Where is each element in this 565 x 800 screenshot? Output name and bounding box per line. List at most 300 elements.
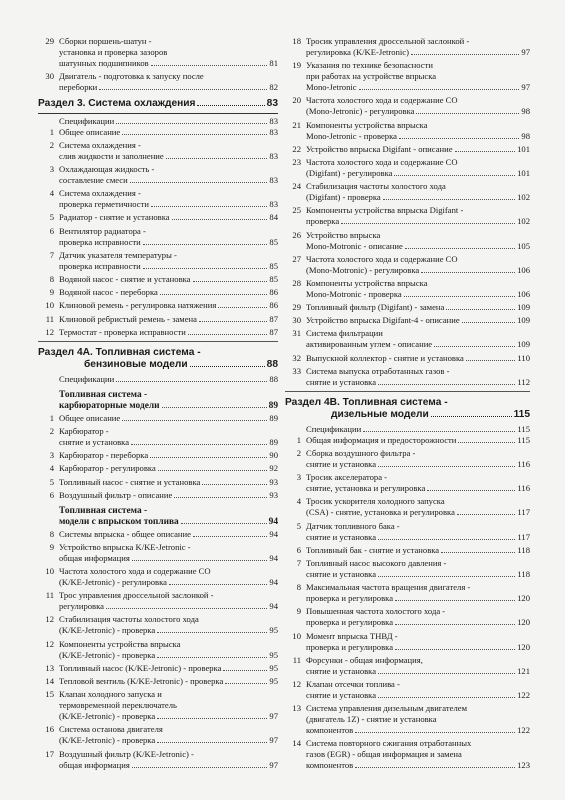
page-number: 118 — [517, 568, 530, 579]
entry-text: проверка герметичности — [59, 199, 149, 210]
entry-body — [306, 558, 530, 580]
entry-body — [306, 353, 530, 364]
page-number: 83 — [269, 199, 278, 210]
entry-line — [59, 151, 278, 162]
dot-leader — [116, 123, 267, 124]
entry-text: Клапан холодного запуска и — [59, 689, 162, 700]
entry-line — [306, 230, 530, 241]
entry-line — [306, 655, 530, 666]
page-number: 97 — [521, 47, 530, 57]
page-number: 87 — [269, 326, 278, 337]
dot-leader — [378, 466, 515, 467]
section-heading — [38, 98, 278, 111]
entry-text: Система охлаждения - — [59, 139, 141, 150]
entry-line — [59, 426, 278, 437]
entry-line — [59, 212, 278, 223]
entry-body — [306, 655, 530, 677]
entry-text: Компоненты устройства впрыска Digifant - — [306, 205, 464, 216]
entry-body — [306, 545, 530, 556]
entry-body — [306, 435, 530, 446]
entry-line — [306, 521, 530, 532]
section-subtitle: дизельные модели — [331, 409, 429, 421]
entry-line — [306, 131, 530, 142]
entry-line — [306, 241, 530, 252]
entry-body — [59, 724, 278, 746]
dot-leader — [434, 346, 515, 347]
entry-number: 6 — [49, 225, 54, 236]
entry-line — [59, 711, 278, 722]
dot-leader — [190, 366, 265, 367]
entry-text: Максимальная частота вращения двигателя - — [306, 582, 471, 593]
entry-text: Сборка воздушного фильтра - — [306, 448, 416, 458]
dot-leader — [122, 134, 267, 135]
toc-entry — [285, 521, 530, 543]
entry-number: 12 — [292, 678, 301, 689]
entry-body — [306, 181, 530, 203]
specifications-entry — [38, 116, 278, 127]
entry-number: 23 — [292, 156, 301, 167]
entry-body — [306, 278, 530, 300]
dot-leader — [446, 309, 515, 310]
entry-body — [59, 590, 278, 612]
entry-line — [306, 60, 530, 71]
entry-line — [306, 339, 530, 350]
entry-body — [306, 302, 530, 313]
page-number: 82 — [269, 82, 278, 93]
entry-line — [306, 606, 530, 617]
toc-right-column — [285, 36, 530, 771]
entry-text: Частота холостого хода и содержание СО — [59, 566, 211, 577]
page-number: 83 — [269, 115, 278, 126]
dot-leader — [193, 281, 268, 282]
dot-leader — [197, 105, 264, 106]
entry-line — [306, 725, 530, 736]
dot-leader — [150, 457, 267, 458]
dot-leader — [378, 673, 515, 674]
entry-line — [306, 558, 530, 569]
page-number: 98 — [521, 106, 530, 117]
entry-text: проверка и регулировка — [306, 593, 394, 604]
entry-number: 6 — [49, 489, 54, 500]
entry-number: 11 — [292, 654, 301, 665]
entry-body — [59, 413, 278, 424]
page-number: 89 — [269, 436, 278, 447]
page-number: 105 — [517, 240, 530, 251]
toc-entry — [285, 472, 530, 494]
dot-leader — [341, 223, 515, 224]
toc-entry — [285, 95, 530, 117]
entry-line — [59, 82, 278, 93]
entry-text: шатунных подшипников — [59, 58, 149, 68]
page-number: 81 — [269, 58, 278, 68]
entry-line — [59, 274, 278, 285]
dot-leader — [431, 416, 512, 417]
dot-leader — [427, 490, 515, 491]
entry-text: Повышенная частота холостого хода - — [306, 606, 446, 617]
entry-text: Тросик акселератора - — [306, 472, 388, 483]
entry-text: Воздушный фильтр (K/KE-Jetronic) - — [59, 748, 194, 759]
toc-entry — [38, 300, 278, 311]
entry-body — [59, 542, 278, 564]
entry-body — [59, 140, 278, 162]
entry-number: 9 — [296, 606, 301, 617]
entry-text: проверка и регулировка — [306, 641, 394, 652]
entry-line — [59, 463, 278, 474]
page-number: 94 — [269, 601, 278, 612]
entry-text: Компоненты устройства впрыска — [306, 277, 428, 288]
dot-leader — [355, 732, 515, 733]
entry-body — [306, 521, 530, 543]
entry-number: 10 — [292, 630, 301, 641]
toc-entry — [285, 545, 530, 556]
entry-line — [59, 314, 278, 325]
entry-line — [306, 738, 530, 749]
divider — [38, 113, 278, 114]
entry-number: 32 — [292, 352, 301, 363]
entry-line — [59, 450, 278, 461]
page-number: 95 — [269, 676, 278, 686]
entry-line — [59, 36, 278, 47]
entry-body — [59, 639, 278, 661]
entry-line — [306, 703, 530, 714]
toc-entry — [38, 250, 278, 272]
page-number: 116 — [517, 483, 530, 494]
dot-leader — [143, 268, 268, 269]
entry-text: Система повторного сжигания отработанных — [306, 738, 472, 749]
entry-line — [306, 216, 530, 227]
dot-leader — [99, 89, 267, 90]
entry-line — [306, 448, 530, 459]
dot-leader — [394, 175, 515, 176]
entry-body — [59, 300, 278, 311]
entry-body — [59, 36, 278, 69]
entry-line — [59, 625, 278, 636]
subsection-heading — [38, 506, 278, 529]
entry-body — [59, 689, 278, 722]
entry-line — [306, 666, 530, 677]
toc-entry — [38, 689, 278, 722]
entry-text: Сборки поршень-шатун - — [59, 36, 152, 46]
entry-number: 15 — [45, 689, 54, 700]
section-title: Раздел 4В. Топливная система - — [285, 396, 448, 408]
entry-line — [59, 287, 278, 298]
entry-number: 5 — [296, 520, 301, 531]
entry-body — [306, 328, 530, 350]
entry-line — [306, 181, 530, 192]
entry-text: Система фильтрации — [306, 328, 383, 339]
entry-text: Общая информация и предосторожности — [306, 434, 457, 445]
entry-line — [306, 82, 530, 93]
section-subtitle: бензиновые модели — [84, 359, 188, 371]
entry-number: 8 — [49, 274, 54, 284]
entry-line — [59, 760, 278, 771]
entry-line — [59, 639, 278, 650]
entry-number: 5 — [49, 212, 54, 223]
entry-line — [59, 542, 278, 553]
toc-entry — [38, 724, 278, 746]
toc-entry — [38, 590, 278, 612]
toc-entry — [38, 71, 278, 93]
entry-text: проверка и регулировка — [306, 617, 394, 628]
entry-text: (Digifant) - регулировка — [306, 167, 393, 178]
section-heading — [38, 347, 278, 372]
spec-line — [59, 374, 278, 385]
entry-body — [306, 36, 530, 58]
entry-body — [306, 157, 530, 179]
entry-text: Mono-Motronic - описание — [306, 240, 403, 251]
entry-body — [306, 496, 530, 518]
dot-leader — [404, 296, 515, 297]
toc-entry — [38, 639, 278, 661]
entry-line — [59, 663, 278, 674]
toc-entry — [285, 631, 530, 653]
page-number: 94 — [268, 517, 278, 528]
entry-body — [306, 315, 530, 326]
toc-entry — [38, 614, 278, 636]
entry-line — [59, 735, 278, 746]
entry-line — [59, 261, 278, 272]
entry-number: 12 — [45, 614, 54, 625]
dot-leader — [355, 767, 515, 768]
dot-leader — [181, 523, 267, 524]
dot-leader — [359, 89, 520, 90]
entry-text: Mono-Motronic - проверка — [306, 288, 402, 299]
entry-text: Mono-Jetronic — [306, 82, 357, 93]
dot-leader — [172, 219, 268, 220]
entry-body — [59, 663, 278, 674]
entry-line — [59, 614, 278, 625]
entry-text: Устройство впрыска K/KE-Jetronic - — [59, 541, 191, 552]
entry-body — [59, 676, 278, 687]
page-number: 93 — [269, 489, 278, 500]
entry-body — [306, 366, 530, 388]
entry-text: регулировка (K/KE-Jetronic) — [306, 47, 409, 57]
entry-text: Система останова двигателя — [59, 724, 163, 735]
entry-body — [59, 566, 278, 588]
dot-leader — [455, 151, 516, 152]
entry-number: 13 — [45, 662, 54, 673]
entry-text: Выпускной коллектор - снятие и установка — [306, 352, 464, 363]
entry-number: 14 — [45, 676, 54, 686]
toc-entry — [38, 566, 278, 588]
entry-text: (Mono-Jetronic) - регулировка — [306, 106, 415, 117]
entry-line — [59, 140, 278, 151]
toc-entry — [38, 212, 278, 223]
dot-leader — [225, 683, 267, 684]
page-number: 86 — [269, 287, 278, 298]
entry-text: при работах на устройстве впрыска — [306, 71, 437, 82]
toc-entry — [38, 450, 278, 461]
entry-text: (K/KE-Jetronic) - проверка — [59, 649, 156, 660]
entry-text: Тепловой вентиль (K/KE-Jetronic) - проверка — [59, 676, 224, 686]
section-title-line — [38, 98, 278, 111]
entry-text: Компоненты устройства впрыска — [59, 638, 181, 649]
entry-text: Форсунки - общая информация, — [306, 654, 423, 665]
entry-line — [306, 95, 530, 106]
entry-number: 8 — [296, 582, 301, 593]
entry-line — [59, 566, 278, 577]
page-number: 109 — [517, 315, 530, 326]
entry-line — [59, 577, 278, 588]
dot-leader — [202, 484, 267, 485]
entry-line — [306, 714, 530, 725]
page-number: 83 — [269, 126, 278, 137]
toc-entry — [285, 738, 530, 771]
dot-leader — [411, 54, 519, 55]
page-number: 115 — [513, 409, 530, 421]
dot-leader — [157, 718, 267, 719]
specifications-entry — [285, 424, 530, 435]
spec-text: Спецификации — [59, 115, 115, 126]
entry-number: 28 — [292, 277, 301, 288]
entry-line — [306, 472, 530, 483]
entry-number: 26 — [292, 229, 301, 240]
toc-entry — [285, 36, 530, 58]
entry-line — [306, 157, 530, 168]
page-number: 115 — [517, 434, 530, 445]
toc-entry — [285, 144, 530, 155]
section-heading — [285, 397, 530, 422]
page-number: 97 — [269, 735, 278, 746]
entry-line — [306, 760, 530, 771]
toc-entry — [285, 353, 530, 364]
entry-text: Топливный насос (K/KE-Jetronic) - проверка — [59, 662, 222, 673]
entry-text: компонентов — [306, 725, 354, 736]
toc-entry — [38, 426, 278, 448]
entry-text: снятие и установка — [306, 459, 377, 469]
toc-entry — [38, 188, 278, 210]
entry-line — [306, 302, 530, 313]
page-number: 106 — [517, 264, 530, 275]
entry-text: Система охлаждения - — [59, 188, 141, 199]
page-number: 97 — [521, 82, 530, 93]
entry-text: Водяной насос - снятие и установка — [59, 274, 191, 284]
entry-number: 3 — [296, 472, 301, 483]
dot-leader — [218, 307, 267, 308]
entry-line — [59, 437, 278, 448]
entry-body — [59, 274, 278, 285]
dot-leader — [157, 742, 267, 743]
toc-entry — [285, 448, 530, 470]
entry-line — [59, 327, 278, 338]
entry-text: компонентов — [306, 760, 354, 771]
page-number: 95 — [269, 625, 278, 636]
entry-text: Карбюратор - регулировка — [59, 463, 156, 474]
page-number: 89 — [269, 412, 278, 423]
toc-entry — [38, 477, 278, 488]
page-number: 94 — [269, 577, 278, 588]
divider — [285, 391, 530, 392]
entry-line — [306, 507, 530, 518]
entry-line — [306, 36, 530, 47]
dot-leader — [378, 384, 515, 385]
entry-line — [306, 366, 530, 377]
toc-entry — [38, 226, 278, 248]
entry-number: 4 — [296, 496, 301, 507]
page-number: 86 — [269, 300, 278, 311]
entry-line — [306, 377, 530, 388]
dot-leader — [421, 272, 515, 273]
entry-text: Тросик управления дроссельной заслонкой - — [306, 36, 470, 46]
entry-line — [306, 168, 530, 179]
dot-leader — [378, 697, 515, 698]
entry-line — [306, 315, 530, 326]
entry-text: Воздушный фильтр - описание — [59, 489, 173, 500]
entry-line — [59, 237, 278, 248]
entry-line — [306, 120, 530, 131]
subsection-heading — [38, 390, 278, 413]
dot-leader — [151, 65, 268, 66]
entry-number: 11 — [45, 313, 54, 324]
entry-body — [306, 679, 530, 701]
entry-number: 20 — [292, 95, 301, 106]
toc-entry — [38, 663, 278, 674]
page-number: 109 — [517, 339, 530, 350]
entry-text: Карбюратор - — [59, 425, 109, 436]
page-number: 122 — [517, 689, 530, 700]
specifications-entry — [38, 374, 278, 385]
dot-leader — [158, 470, 268, 471]
entry-text: (K/KE-Jetronic) - проверка — [59, 735, 156, 746]
subsection-subtitle: модели с впрыском топлива — [59, 517, 179, 528]
entry-line — [59, 650, 278, 661]
page-number: 123 — [517, 760, 530, 771]
entry-body — [306, 60, 530, 93]
entry-line — [59, 590, 278, 601]
entry-text: снятие и установка — [306, 665, 377, 676]
page-number: 94 — [269, 552, 278, 563]
dot-leader — [223, 670, 267, 671]
dot-leader — [405, 248, 515, 249]
dot-leader — [157, 632, 267, 633]
entry-text: Частота холостого хода и содержание СО — [306, 95, 458, 106]
page-number: 109 — [517, 302, 530, 313]
page-number: 92 — [269, 463, 278, 474]
page-number: 102 — [517, 192, 530, 203]
subsection-title: Топливная система - — [59, 389, 148, 400]
entry-line — [59, 413, 278, 424]
toc-entry — [285, 366, 530, 388]
entry-text: Общее описание — [59, 126, 121, 137]
toc-entry — [38, 314, 278, 325]
toc-entry — [38, 490, 278, 501]
entry-number: 9 — [49, 287, 54, 298]
dot-leader — [131, 444, 267, 445]
dot-leader — [130, 182, 268, 183]
entry-number: 33 — [292, 365, 301, 376]
entry-line — [306, 71, 530, 82]
entry-line — [59, 175, 278, 186]
entry-line — [306, 690, 530, 701]
entry-body — [306, 703, 530, 736]
dot-leader — [162, 407, 267, 408]
toc-entry — [285, 703, 530, 736]
entry-number: 12 — [45, 326, 54, 337]
toc-entry — [285, 157, 530, 179]
entry-text: слив жидкости и заполнение — [59, 150, 164, 161]
entry-number: 11 — [45, 590, 54, 601]
entry-text: (двигатель 1Z) - снятие и установка — [306, 714, 437, 725]
entry-text: Термостат - проверка исправности — [59, 326, 186, 337]
entry-text: Карбюратор - переборка — [59, 450, 149, 461]
page-number: 117 — [517, 531, 530, 542]
entry-line — [306, 593, 530, 604]
entry-line — [59, 300, 278, 311]
entry-number: 12 — [45, 638, 54, 649]
entry-body — [59, 614, 278, 636]
toc-entry — [285, 315, 530, 326]
dot-leader — [462, 322, 515, 323]
